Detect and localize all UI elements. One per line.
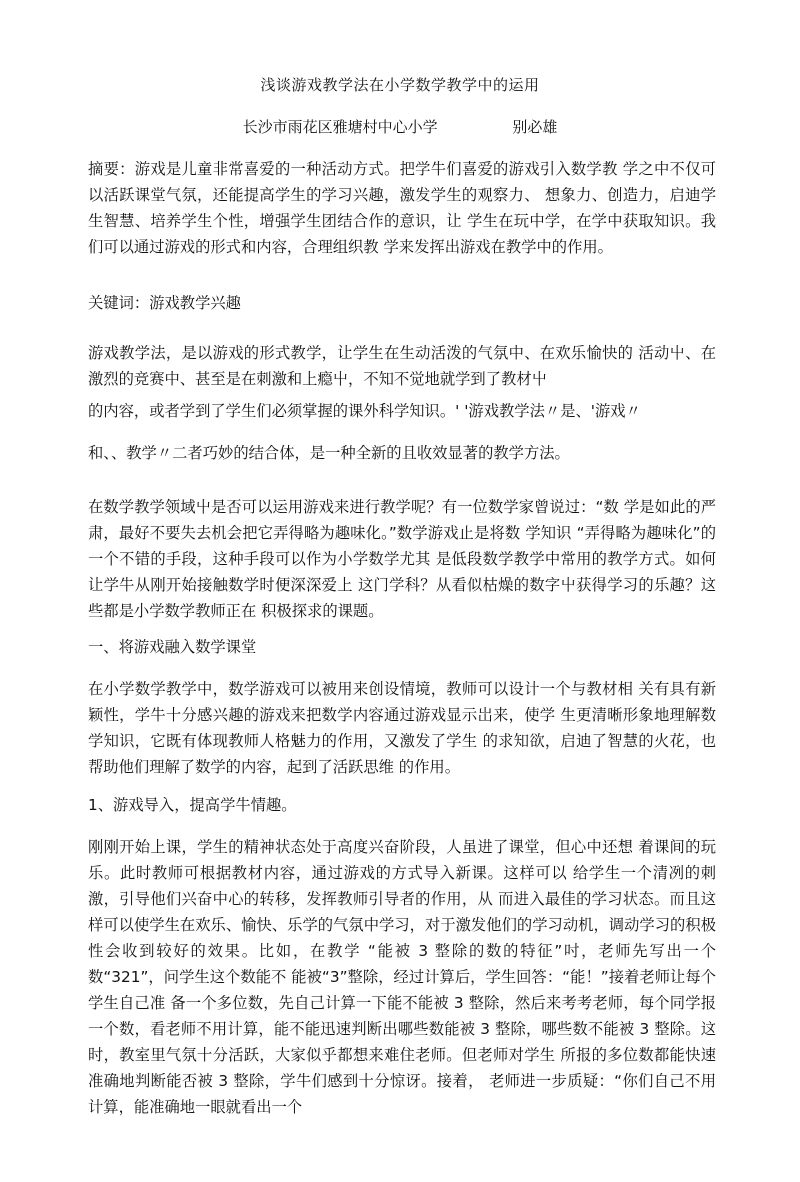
intro-paragraph-continued: 的内容，或者学到了学生们必须掌握的课外科学知识。' '游戏教学法〃是、'游戏〃	[88, 402, 641, 420]
byline	[0, 116, 800, 137]
abstract-paragraph: 摘要：游戏是儿童非常喜爱的一种活动方式。把学牛们喜爱的游戏引入数学教 学之中不仅可以活跃课堂气氛，还能提高学生的学习兴趣，激发学生的观察力、 想象力、创造力，启迪学生智慧、培养学生个性，增强学生团结合作的意识，让 学生在玩中学，在学中获取知识。我们可以通过游戏的形式和内容，合理组织教 学来发挥出游戏在教学中的作用。	[88, 160, 716, 256]
keywords-line: 关键词：游戏教学兴趣	[88, 294, 241, 312]
school-name: 长沙市雨花区雅塘村中心小学	[242, 118, 438, 136]
section-heading-1: 一、将游戏融入数学课堂	[88, 638, 257, 656]
subsection-heading-1: 1、游戏导入，提高学牛情趣。	[88, 796, 297, 814]
author-name: 别必雄	[512, 118, 558, 136]
paragraph-3: 在小学数学教学中，数学游戏可以被用来创设情境，教师可以设计一个与教材相 关有具有新颖性，学牛十分感兴趣的游戏来把数学内容通过游戏显示岀来，使学 生更清晰形象地理解数学知识，它既有体现教师人格魅力的作用，又激发了学生 的求知欲，启迪了智慧的火花，也帮助他们理解了数学的内容，起到了活跃思维 的作用。	[88, 680, 716, 776]
paragraph-2: 在数学教学领域屮是否可以运用游戏来进行教学呢？有一位数学家曾说过：“数 学是如此的严肃，最好不要失去机会把它弄得略为趣味化。”数学游戏止是将数 学知识 “弄得略为趣味化”的一个不错的手段，这种手段可以作为小学数学尤其 是低段数学教学中常用的教学方式。如何让学牛从刚开始接触数学时便深深爱上 这门学科？从看似枯燥的数字屮获得学习的乐趣？这些都是小学数学教师正在 积极探求的课题。	[88, 498, 716, 620]
intro-paragraph-end: 和、、教学〃二者巧妙的结合体，是一种全新的且收效显著的教学方法。	[88, 444, 570, 462]
paragraph-4: 刚刚开始上课，学生的精神状态处于高度兴奋阶段，人虽进了课堂，但心中还想 着课间的玩乐。此时教师可根据教材内容，通过游戏的方式导入新课。这样可以 给学生一个清冽的刺激，引导他们兴奋中心的转移，发挥教师引导者的作用，从 而进入最佳的学习状态。而且这样可以使学生在欢乐、愉快、乐学的气氛中学习，对于激发他们的学习动机，调动学习的积极性会收到较好的效果。比如，在教学 “能被 3 整除的数的特征”吋，老师先写出一个数“321”，问学生这个数能不 能被“3”整除，经过计算后，学生回答：“能！”接着老师让每个学生自己准 备一个多位数，先自己计算一下能不能被 3 整除，然后来考考老师，每个同学报 一个数，看老师不用计算，能不能迅速判断出哪些数能被 3 整除，哪些数不能被 3 整除。这时，教室里气氛十分活跃，大家似乎都想来难住老师。但老师对学生 所报的多位数都能快速准确地判断能否被 3 整除，学牛们感到十分惊讶。接着， 老师进一步质疑：“你们自己不用计算，能准确地一眼就看出一个	[88, 838, 716, 1116]
document-title: 浅谈游戏教学法在小学数学教学中的运用	[260, 76, 540, 94]
intro-paragraph: 游戏教学法，是以游戏的形式教学，让学生在生动活泼的气氛中、在欢乐愉快的 活动屮、在激烈的竞赛中、甚至是在刺激和上瘾屮，不知不觉地就学到了教材屮	[88, 344, 716, 388]
